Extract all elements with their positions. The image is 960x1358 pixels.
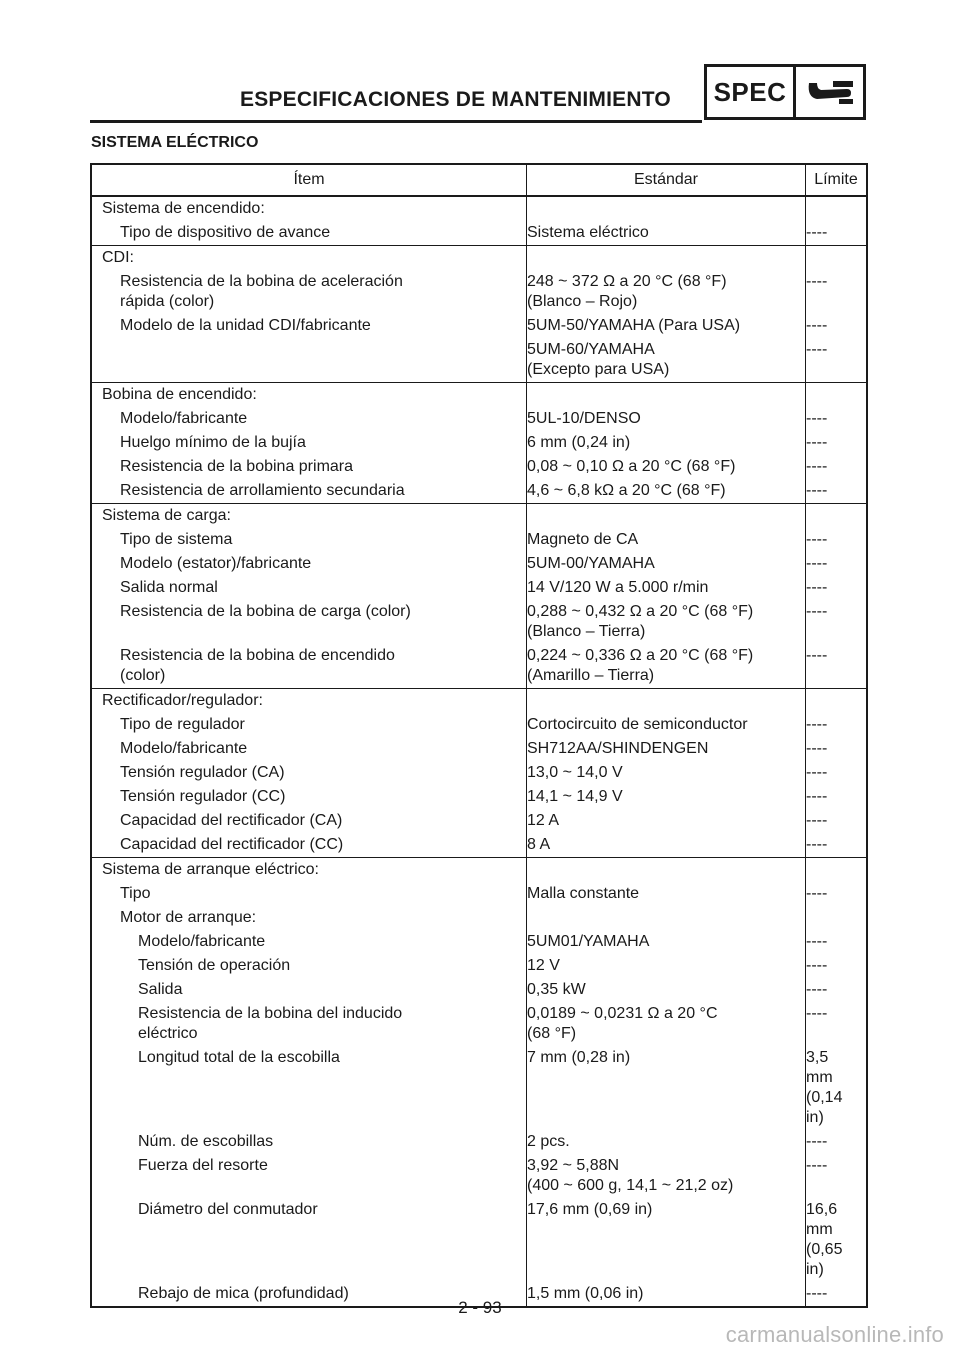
cell-item: Resistencia de la bobina primara: [120, 458, 354, 475]
column-header-limit: Límite: [806, 164, 868, 196]
cell-standard: [527, 689, 806, 714]
cell-item: [91, 338, 527, 383]
cell-standard: SH712AA/SHINDENGEN: [527, 737, 806, 761]
table-row: [91, 882, 867, 906]
cell-limit: ----: [806, 600, 868, 644]
table-row: [91, 737, 867, 761]
cell-item: Capacidad del rectificador (CC): [120, 836, 344, 853]
table-row: [91, 930, 867, 954]
cell-standard: [527, 383, 806, 408]
cell-item: Rectificador/regulador:: [91, 689, 527, 714]
cell-item: Resistencia de la bobina de carga (color): [120, 603, 411, 620]
page-header-title: ESPECIFICACIONES DE MANTENIMIENTO: [240, 88, 671, 111]
cell-item: Tipo de regulador: [120, 716, 245, 733]
cell-standard: 5UM01/YAMAHA: [527, 930, 806, 954]
cell-item: Sistema de carga:: [91, 504, 527, 529]
spec-badge: [704, 64, 866, 120]
table-row: [91, 407, 867, 431]
cell-item: Núm. de escobillas: [138, 1133, 274, 1150]
cell-standard: 0,0189 ~ 0,0231 Ω a 20 °C (68 °F): [527, 1002, 806, 1046]
cell-limit: ----: [806, 270, 868, 314]
cell-item: Longitud total de la escobilla: [138, 1049, 340, 1066]
cell-standard: 7 mm (0,28 in): [527, 1046, 806, 1130]
cell-standard: Malla constante: [527, 882, 806, 906]
cell-item: Sistema de encendido:: [102, 200, 265, 217]
table-row: [91, 954, 867, 978]
table-row: [91, 246, 867, 271]
table-row: [91, 431, 867, 455]
cell-item: Resistencia de la bobina de aceleración rápida (color): [120, 273, 403, 310]
cell-limit: ----: [806, 338, 868, 383]
cell-standard: 0,35 kW: [527, 978, 806, 1002]
cell-standard: 5UM-00/YAMAHA: [527, 552, 806, 576]
table-row: [91, 479, 867, 504]
table-row: [91, 689, 867, 714]
cell-limit: ----: [806, 314, 868, 338]
cell-limit: 16,6 mm (0,65 in): [806, 1198, 868, 1282]
cell-limit: ----: [806, 954, 868, 978]
cell-standard: 5UM-50/YAMAHA (Para USA): [527, 314, 806, 338]
cell-limit: [806, 504, 868, 529]
cell-item: Tipo: [120, 885, 151, 902]
cell-item: Motor de arranque:: [120, 909, 257, 926]
cell-item: Tipo de dispositivo de avance: [120, 224, 331, 241]
section-title: SISTEMA ELÉCTRICO: [91, 134, 259, 151]
cell-limit: ----: [806, 761, 868, 785]
cell-standard: 8 A: [527, 833, 806, 858]
cell-limit: ----: [806, 785, 868, 809]
spec-table: [90, 163, 868, 1308]
cell-limit: [806, 383, 868, 408]
cell-standard: 0,08 ~ 0,10 Ω a 20 °C (68 °F): [527, 455, 806, 479]
cell-standard: 17,6 mm (0,69 in): [527, 1198, 806, 1282]
spec-table-body: [91, 196, 867, 1307]
cell-standard: 4,6 ~ 6,8 kΩ a 20 °C (68 °F): [527, 479, 806, 504]
cell-standard: Magneto de CA: [527, 528, 806, 552]
cell-item: Resistencia de la bobina del inducido eléctrico: [138, 1005, 403, 1042]
cell-standard: 14,1 ~ 14,9 V: [527, 785, 806, 809]
cell-limit: ----: [806, 882, 868, 906]
cell-standard: 12 A: [527, 809, 806, 833]
cell-item: Sistema de arranque eléctrico:: [91, 858, 527, 883]
cell-limit: ----: [806, 431, 868, 455]
table-row: [91, 504, 867, 529]
table-row: [91, 1002, 867, 1046]
wrench-icon: [796, 67, 863, 117]
cell-standard: Cortocircuito de semiconductor: [527, 713, 806, 737]
cell-standard: 5UL-10/DENSO: [527, 407, 806, 431]
table-row: [91, 809, 867, 833]
cell-limit: ----: [806, 1130, 868, 1154]
cell-limit: ----: [806, 833, 868, 858]
table-row: [91, 833, 867, 858]
cell-standard: [527, 504, 806, 529]
table-row: [91, 1154, 867, 1198]
table-row: [91, 858, 867, 883]
cell-standard: [527, 906, 806, 930]
cell-item: Modelo de la unidad CDI/fabricante: [120, 317, 371, 334]
cell-standard: 5UM-60/YAMAHA (Excepto para USA): [527, 338, 806, 383]
table-row: [91, 1046, 867, 1130]
cell-standard: 1,5 mm (0,06 in): [527, 1282, 806, 1307]
cell-limit: ----: [806, 479, 868, 504]
table-row: [91, 785, 867, 809]
cell-limit: ----: [806, 644, 868, 689]
cell-limit: ----: [806, 576, 868, 600]
cell-limit: ----: [806, 552, 868, 576]
cell-standard: 0,288 ~ 0,432 Ω a 20 °C (68 °F) (Blanco – Tierra): [527, 600, 806, 644]
cell-limit: ----: [806, 978, 868, 1002]
cell-standard: [527, 246, 806, 271]
cell-limit: [806, 858, 868, 883]
table-row: [91, 600, 867, 644]
cell-limit: ----: [806, 407, 868, 431]
cell-limit: ----: [806, 221, 868, 246]
table-row: [91, 1198, 867, 1282]
cell-item: Rebajo de mica (profundidad): [138, 1285, 349, 1302]
cell-standard: 248 ~ 372 Ω a 20 °C (68 °F) (Blanco – Rojo): [527, 270, 806, 314]
page-number: 2 - 93: [458, 1298, 502, 1317]
table-row: [91, 1130, 867, 1154]
table-row: [91, 906, 867, 930]
cell-limit: [806, 906, 868, 930]
table-row: [91, 196, 867, 221]
table-row: [91, 383, 867, 408]
column-header-standard: Estándar: [527, 164, 806, 196]
cell-item: Modelo (estator)/fabricante: [120, 555, 312, 572]
cell-item: Huelgo mínimo de la bujía: [120, 434, 306, 451]
table-row: [91, 978, 867, 1002]
cell-item: Tensión regulador (CA): [120, 764, 285, 781]
cell-item: Tensión regulador (CC): [120, 788, 286, 805]
cell-item: Modelo/fabricante: [120, 740, 248, 757]
cell-item: Fuerza del resorte: [138, 1157, 268, 1174]
cell-item: Resistencia de arrollamiento secundaria: [120, 482, 405, 499]
table-row: [91, 314, 867, 338]
cell-standard: Sistema eléctrico: [527, 221, 806, 246]
watermark: carmanualsonline.info: [725, 1322, 944, 1347]
cell-item: Capacidad del rectificador (CA): [120, 812, 343, 829]
spec-badge-label: SPEC: [707, 67, 796, 117]
table-row: [91, 455, 867, 479]
header-rule: [90, 120, 702, 123]
cell-standard: 2 pcs.: [527, 1130, 806, 1154]
table-row: [91, 270, 867, 314]
cell-item: Tensión de operación: [138, 957, 291, 974]
cell-item: Salida: [138, 981, 183, 998]
cell-limit: ----: [806, 809, 868, 833]
cell-limit: ----: [806, 455, 868, 479]
cell-limit: [806, 689, 868, 714]
cell-standard: [527, 196, 806, 221]
cell-limit: [806, 196, 868, 221]
column-header-item: Ítem: [91, 164, 527, 196]
cell-item: CDI:: [91, 246, 527, 271]
cell-limit: ----: [806, 737, 868, 761]
cell-standard: 14 V/120 W a 5.000 r/min: [527, 576, 806, 600]
cell-standard: [527, 858, 806, 883]
table-row: [91, 576, 867, 600]
cell-limit: ----: [806, 930, 868, 954]
cell-standard: 12 V: [527, 954, 806, 978]
cell-item: Resistencia de la bobina de encendido (color): [120, 647, 395, 684]
table-row: [91, 528, 867, 552]
cell-item: Tipo de sistema: [120, 531, 233, 548]
cell-limit: [806, 246, 868, 271]
cell-limit: ----: [806, 1002, 868, 1046]
table-row: [91, 761, 867, 785]
table-header-row: [91, 164, 867, 196]
cell-limit: ----: [806, 713, 868, 737]
cell-limit: ----: [806, 1154, 868, 1198]
table-row: [91, 552, 867, 576]
table-row: [91, 644, 867, 689]
cell-standard: 6 mm (0,24 in): [527, 431, 806, 455]
cell-standard: 0,224 ~ 0,336 Ω a 20 °C (68 °F) (Amarillo – Tierra): [527, 644, 806, 689]
cell-item: Modelo/fabricante: [138, 933, 266, 950]
table-row: [91, 338, 867, 383]
table-row: [91, 713, 867, 737]
cell-item: Modelo/fabricante: [120, 410, 248, 427]
cell-item: Bobina de encendido:: [91, 383, 527, 408]
cell-standard: 13,0 ~ 14,0 V: [527, 761, 806, 785]
cell-limit: ----: [806, 1282, 868, 1307]
table-row: [91, 221, 867, 246]
cell-item: Diámetro del conmutador: [138, 1201, 318, 1218]
cell-standard: 3,92 ~ 5,88N (400 ~ 600 g, 14,1 ~ 21,2 oz): [527, 1154, 806, 1198]
cell-limit: ----: [806, 528, 868, 552]
cell-limit: 3,5 mm (0,14 in): [806, 1046, 868, 1130]
cell-item: Salida normal: [120, 579, 218, 596]
